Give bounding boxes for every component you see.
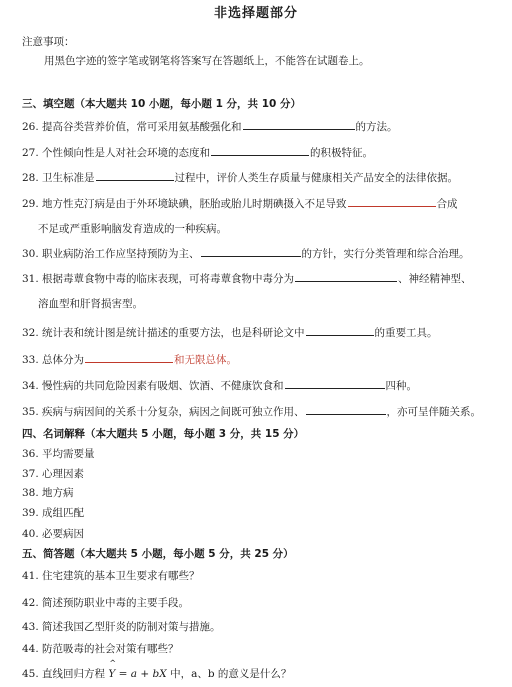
question-40: 40. 必要病因 bbox=[22, 528, 85, 540]
answer-blank bbox=[306, 404, 386, 415]
question-29-continued: 不足或严重影响脑发育造成的一种疾病。 bbox=[38, 223, 227, 235]
question-38: 38. 地方病 bbox=[22, 487, 74, 499]
question-33 bbox=[22, 352, 237, 367]
question-text: 33. 总体分为 bbox=[22, 354, 85, 366]
question-text: 29. 地方性克汀病是由于外环境缺碘，胚胎或胎儿时期碘摄入不足导致 bbox=[22, 198, 347, 210]
question-text: 合成 bbox=[436, 198, 458, 210]
page-title: 非选择题部分 bbox=[213, 6, 298, 21]
answer-blank bbox=[295, 271, 397, 282]
answer-blank bbox=[243, 119, 355, 130]
question-text: 、神经精神型、 bbox=[398, 273, 472, 285]
answer-blank bbox=[306, 325, 374, 336]
question-41: 41. 住宅建筑的基本卫生要求有哪些？ bbox=[22, 570, 200, 582]
question-text: 中，a、b 的意义是什么？ bbox=[166, 668, 292, 680]
question-42: 42. 简述预防职业中毒的主要手段。 bbox=[22, 597, 190, 609]
answer-blank bbox=[96, 170, 174, 181]
question-27 bbox=[22, 145, 373, 160]
question-28 bbox=[22, 170, 458, 185]
regression-equation: = a + bX bbox=[115, 668, 167, 680]
question-31 bbox=[22, 271, 472, 286]
answer-blank bbox=[348, 196, 436, 207]
answer-blank bbox=[285, 378, 385, 389]
question-text: ，亦可呈伴随关系。 bbox=[386, 406, 482, 418]
question-43: 43. 简述我国乙型肝炎的防制对策与措施。 bbox=[22, 621, 221, 633]
question-text: 四种。 bbox=[385, 380, 418, 392]
question-44: 44. 防范吸毒的社会对策有哪些？ bbox=[22, 643, 179, 655]
hat-mark: ^ bbox=[109, 659, 117, 668]
question-29 bbox=[22, 196, 458, 211]
question-36: 36. 平均需要量 bbox=[22, 448, 95, 460]
question-30 bbox=[22, 246, 470, 261]
question-text: 45. 直线回归方程 bbox=[22, 668, 106, 680]
question-text: 34. 慢性病的共同危险因素有吸烟、饮酒、不健康饮食和 bbox=[22, 380, 284, 392]
question-39: 39. 成组匹配 bbox=[22, 507, 85, 519]
question-text: 27. 个性倾向性是人对社会环境的态度和 bbox=[22, 147, 211, 159]
question-32 bbox=[22, 325, 438, 340]
y-hat-symbol bbox=[108, 659, 117, 680]
question-35 bbox=[22, 404, 481, 419]
question-text: 和无限总体。 bbox=[174, 354, 238, 366]
question-text: 的积极特征。 bbox=[310, 147, 374, 159]
question-text: 30. 职业病防治工作应坚持预防为主、 bbox=[22, 248, 200, 260]
question-text: 过程中，评价人类生存质量与健康相关产品安全的法律依据。 bbox=[174, 172, 459, 184]
section-short-answer: 五、简答题（本大题共 5 小题，每小题 5 分，共 25 分） bbox=[22, 548, 294, 560]
section-fill-in-blank: 三、填空题（本大题共 10 小题，每小题 1 分，共 10 分） bbox=[22, 98, 301, 110]
question-37: 37. 心理因素 bbox=[22, 468, 85, 480]
answer-blank bbox=[85, 352, 173, 363]
notice-title: 注意事项： bbox=[22, 36, 75, 48]
question-text: 28. 卫生标准是 bbox=[22, 172, 95, 184]
question-text: 26. 提高谷类营养价值，常可采用氨基酸强化和 bbox=[22, 121, 242, 133]
question-text: 35. 疾病与病因间的关系十分复杂，病因之间既可独立作用、 bbox=[22, 406, 305, 418]
question-26 bbox=[22, 119, 398, 134]
notice-body: 用黑色字迹的签字笔或钢笔将答案写在答题纸上，不能答在试题卷上。 bbox=[44, 55, 370, 67]
question-text: 的方法。 bbox=[355, 121, 398, 133]
question-text: 32. 统计表和统计图是统计描述的重要方法，也是科研论文中 bbox=[22, 327, 305, 339]
question-text: 31. 根据毒蕈食物中毒的临床表现，可将毒蕈食物中毒分为 bbox=[22, 273, 295, 285]
answer-blank bbox=[211, 145, 309, 156]
section-term-explanation: 四、名词解释（本大题共 5 小题，每小题 3 分，共 15 分） bbox=[22, 428, 305, 440]
question-45 bbox=[22, 659, 292, 681]
answer-blank bbox=[201, 246, 301, 257]
question-34 bbox=[22, 378, 417, 393]
question-text: 的重要工具。 bbox=[374, 327, 438, 339]
y-letter: Y bbox=[108, 668, 116, 680]
question-31-continued: 溶血型和肝肾损害型。 bbox=[38, 298, 143, 310]
question-text: 的方针，实行分类管理和综合治理。 bbox=[301, 248, 470, 260]
